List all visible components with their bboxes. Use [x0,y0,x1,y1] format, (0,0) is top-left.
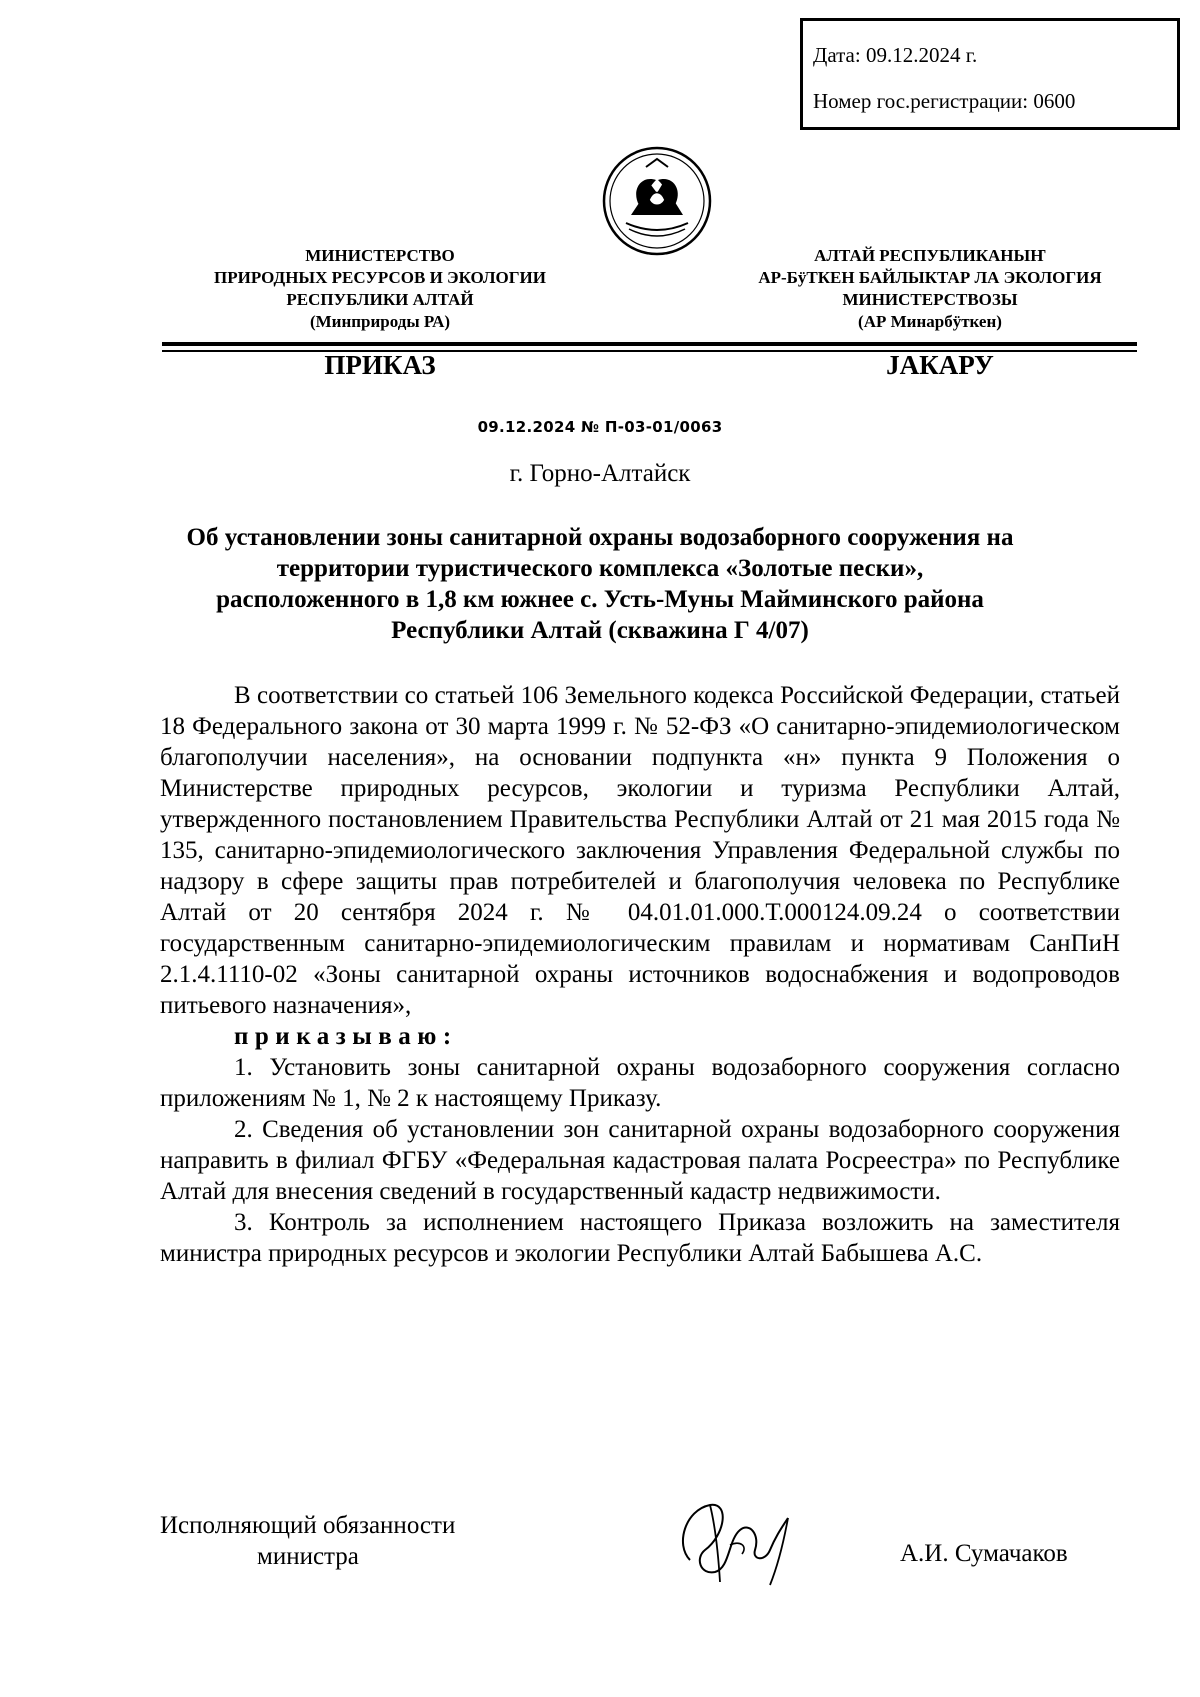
handwritten-signature [670,1490,810,1590]
header-rule-thick [162,342,1137,346]
header-right-line: (АР Минарбÿткен) [858,312,1002,331]
order-item: 3. Контроль за исполнением настоящего Приказа возложить на заместителя министра природных ресурсов и экологии Республики Алтай Бабышева А.С. [160,1209,1120,1267]
registration-date [813,43,977,68]
title-line: Республики Алтай (скважина Г 4/07) [391,617,809,644]
header-left-line: МИНИСТЕРСТВО [305,246,455,265]
title-line: расположенного в 1,8 км южнее с. Усть-Муны Майминского района [216,586,984,613]
title-line: Об установлении зоны санитарной охраны водозаборного сооружения на [186,524,1014,551]
document-body [160,680,1120,1269]
signer-position-line2: министра [257,1543,359,1570]
order-item: 1. Установить зоны санитарной охраны водозаборного сооружения согласно приложениям № 1, № 2 к настоящему Приказу. [160,1054,1120,1112]
doctype-russian: ПРИКАЗ [324,350,436,380]
header-left-line: (Минприроды РА) [309,312,451,331]
ministry-name-russian [150,245,610,333]
title-line: территории туристического комплекса «Золотые пески», [276,555,924,582]
registration-number [813,89,1075,114]
header-left-line: ПРИРОДНЫХ РЕСУРСОВ И ЭКОЛОГИИ [214,268,546,287]
header-right-line: АЛТАЙ РЕСПУБЛИКАНЫҤ [814,246,1046,265]
doctype-altai: JАКАРУ [886,350,994,380]
order-item: 2. Сведения об установлении зон санитарной охраны водозаборного сооружения направить в филиал ФГБУ «Федеральная кадастровая палата Росреестра» по Республике Алтай для внесения сведений в государственный кадастр недвижимости. [160,1116,1120,1205]
reg-number-label: Номер гос.регистрации: [813,89,1029,113]
date-value: 09.12.2024 г. [865,43,978,67]
preamble-paragraph: В соответствии со статьей 106 Земельного кодекса Российской Федерации, статьей 18 Федерального закона от 30 марта 1999 г. № 52-ФЗ «О санитарно-эпидемиологическом благополучии населения», на основании подпункта «н» пункта 9 Положения о Министерстве природных ресурсов, экологии и туризма Республики Алтай, утвержденного постановлением Правительства Республики Алтай от 21 мая 2015 года № 135, санитарно-эпидемиологического заключения Управления Федеральной службы по надзору в сфере защиты прав потребителей и благополучия человека по Республике Алтай от 20 сентября 2024 г. № 04.01.01.000.Т.000124.09.24 о соответствии государственным санитарно-эпидемиологическим правилам и нормативам СанПиН 2.1.4.1110-02 «Зоны санитарной охраны источников водоснабжения и водопроводов питьевого назначения», [160,682,1120,1019]
signer-position [160,1510,520,1572]
reg-number-value: 0600 [1033,89,1076,113]
signer-name: А.И. Сумачаков [900,1540,1068,1567]
signer-position-line1: Исполняющий обязанности [160,1512,456,1539]
date-label: Дата: [813,43,861,67]
header-right-line: АР-БÿТКЕН БАЙЛЫКТАР ЛА ЭКОЛОГИЯ [758,268,1102,287]
order-word: приказываю: [234,1023,458,1050]
emblem-icon [601,145,713,257]
document-title [150,522,1050,646]
ministry-name-altai [700,245,1160,333]
document-city: г. Горно-Алтайск [509,460,691,487]
document-number: 09.12.2024 № П-03-01/0063 [477,418,723,436]
header-left-line: РЕСПУБЛИКИ АЛТАЙ [286,290,474,309]
header-right-line: МИНИСТЕРСТВОЗЫ [842,290,1018,309]
registration-stamp [800,18,1180,130]
